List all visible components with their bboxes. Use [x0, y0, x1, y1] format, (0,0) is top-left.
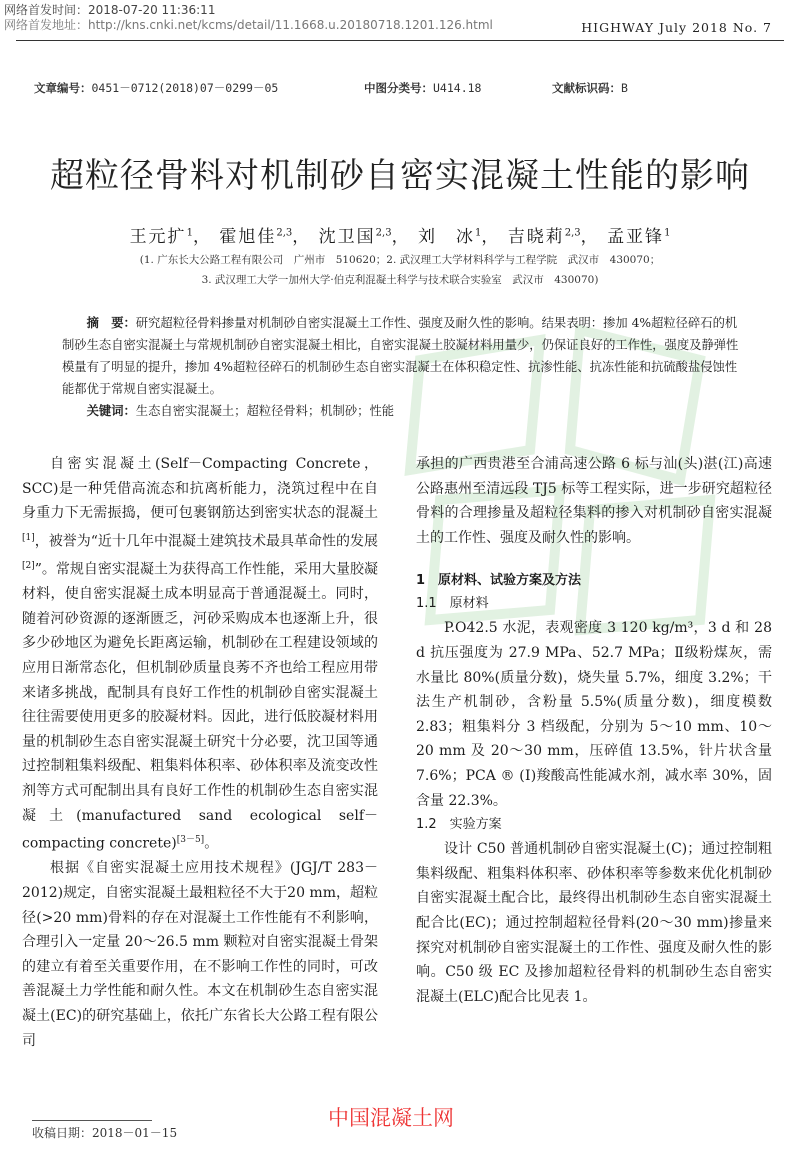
author: 刘 冰$^1$ [417, 227, 482, 247]
journal-header: HIGHWAY July 2018 No. 7 [581, 20, 772, 35]
section-heading: 1 原材料、试验方案及方法 [416, 573, 582, 589]
online-first-url[interactable]: 网络首发地址：http://kns.cnki.net/kcms/detail/11.1668.u.20180718.1201.126.html [4, 18, 493, 32]
paragraph: 根据《自密实混凝土应用技术规程》(JGJ/T 283－2012)规定，自密实混凝土最粗粒径不大于20 mm，超粒径(>20 mm)骨料的存在对混凝土工作性能有不利影响，合理引入一定量 20～26.5 mm 颗粒对自密实混凝土骨架的建立有着至关重要作用，在不影响工作性的同时，可改善混凝土力学性能和耐久性。本文在机制砂生态自密实混凝土(EC)的研究基础上，依托广东省长大公路工程有限公司 [22, 860, 378, 1049]
subsection-heading: 1.1 原材料 [416, 596, 489, 612]
paper-title: 超粒径骨料对机制砂自密实混凝土性能的影响 [50, 156, 750, 196]
online-first-time: 网络首发时间：2018-07-20 11:36:11 [4, 3, 216, 17]
received-date: 收稿日期：2018－01－15 [32, 1126, 178, 1140]
online-first-info [4, 3, 493, 33]
affiliation-line-2: 3. 武汉理工大学一加州大学·伯克利混凝土科学与技术联合实验室 武汉市 430070) [201, 274, 599, 286]
document-code: 文献标识码：B [552, 81, 628, 95]
paragraph: 承担的广西贵港至合浦高速公路 6 标与汕(头)湛(江)高速公路惠州至清远段 TJ5 标等工程实际，进一步研究超粒径骨料的合理掺量及超粒径集料的掺入对机制砂自密实混凝土的工作性、强度及耐久性的影响。 [416, 456, 772, 546]
right-column [416, 452, 772, 1009]
site-watermark: 中国混凝土网 [328, 1106, 454, 1130]
paragraph: 设计 C50 普通机制砂自密实混凝土(C)；通过控制粗集料级配、粗集料体积率、砂体积率等参数来优化机制砂自密实混凝土配合比，最终得出机制砂生态自密实混凝土配合比(EC)；通过控制超粒径骨料(20～30 mm)掺量来探究对机制砂自密实混凝土的工作性、强度及耐久性的影响。C50 级 EC 及掺加超粒径骨料的机制砂生态自密实混凝土(ELC)配合比见表 1。 [416, 841, 772, 1005]
subsection-heading: 1.2 实验方案 [416, 817, 502, 833]
keywords: 关键词：生态自密实混凝土；超粒径骨料；机制砂；性能 [86, 404, 395, 418]
author: 霍旭佳$^{2,3}$ [219, 227, 293, 247]
author: 王元扩$^1$ [129, 227, 193, 247]
abstract-text: 摘 要：研究超粒径骨料掺量对机制砂自密实混凝土工作性、强度及耐久性的影响。结果表明：掺加 4%超粒径碎石的机制砂生态自密实混凝土与常规机制砂自密实混凝土相比，自密实混凝土胶凝材料用量少，仍保证良好的工作性，强度及静弹性模量有了明显的提升，掺加 4%超粒径碎石的机制砂生态自密实混凝土在体积稳定性、抗渗性能、抗冻性能和抗硫酸盐侵蚀性能都优于常规自密实混凝土。 [62, 316, 739, 396]
abstract-block [62, 312, 742, 422]
paragraph: P.O42.5 水泥，表观密度 3 120 kg/m³，3 d 和 28 d 抗压强度为 27.9 MPa、52.7 MPa；Ⅱ级粉煤灰，需水量比 80%(质量分数)，烧失量 5.7%，细度 3.2%；干法生产机制砂，含粉量 5.5%(质量分数)，细度模数 2.83；粗集料分 3 档级配，分别为 5～10 mm、10～20 mm 及 20～30 mm，压碎值 13.5%，针片状含量 7.6%；PCA ® (Ⅰ)羧酸高性能减水剂，减水率 30%，固含量 22.3%。 [416, 620, 772, 809]
header-divider [16, 40, 784, 41]
clc-number: 中图分类号：U414.18 [364, 81, 482, 95]
affiliation-line-1: (1. 广东长大公路工程有限公司 广州市 510620；2. 武汉理工大学材料科学与工程学院 武汉市 430070； [139, 254, 661, 266]
author: 吉晓莉$^{2,3}$ [507, 227, 581, 247]
author: 孟亚锋$^1$ [607, 227, 671, 247]
author-list: 王元扩$^1$， 霍旭佳$^{2,3}$， 沈卫国$^{2,3}$， 刘 冰$^1$， 吉晓莉$^{2,3}$， 孟亚锋$^1$ [129, 227, 671, 247]
article-number: 文章编号：0451－0712(2018)07－0299－05 [34, 81, 279, 95]
left-column [22, 452, 378, 1053]
paragraph: 自密实混凝土(Self－Compacting Concrete，SCC)是一种凭借高流态和抗离析能力，浇筑过程中在自身重力下无需振捣，便可包裹钢筋达到密实状态的混凝土[1]，被誉为“近十几年中混凝土建筑技术最具革命性的发展[2]”。常规自密实混凝土为获得高工作性能，采用大量胶凝材料，使自密实混凝土成本明显高于普通混凝土。同时，随着河砂资源的逐渐匮乏，河砂采购成本也逐渐上升，很多少砂地区为避免长距离运输，机制砂在工程建设领域的应用日渐常态化，但机制砂质量良莠不齐也给工程应用带来诸多挑战，配制具有良好工作性的机制砂自密实混凝土往往需要使用更多的胶凝材料。因此，进行低胶凝材料用量的机制砂生态自密实混凝土研究十分必要，沈卫国等通过控制粗集料级配、粗集料体积率、砂体积率及流变改性剂等方式可配制出具有良好工作性的机制砂生态自密实混凝土(manufactured sand ecological self－compacting concrete)[3－5]。 [22, 456, 378, 852]
footnote-divider [32, 1120, 152, 1121]
author: 沈卫国$^{2,3}$ [318, 227, 392, 247]
